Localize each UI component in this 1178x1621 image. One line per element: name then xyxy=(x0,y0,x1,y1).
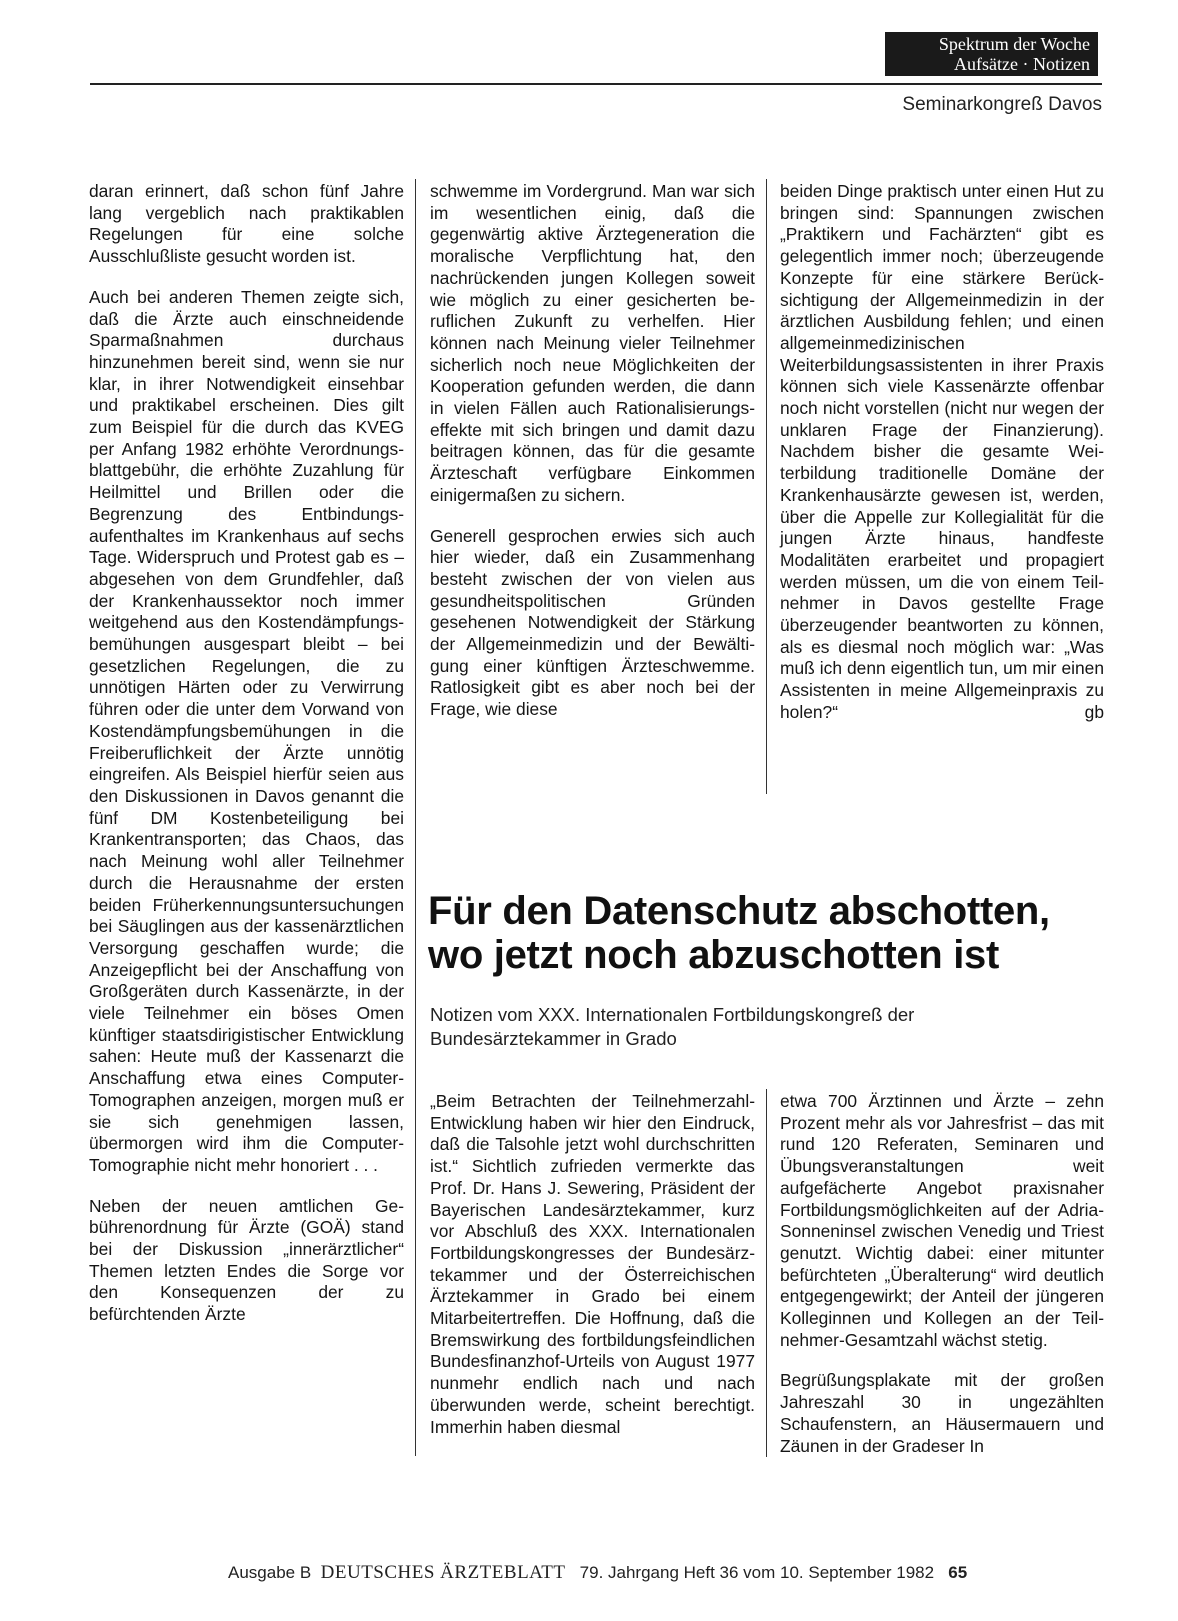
header-rule xyxy=(90,83,1102,85)
column-5 xyxy=(780,1091,1104,1457)
badge-line-2: Aufsätze · Notizen xyxy=(954,54,1090,74)
footer-edition: Ausgabe B xyxy=(228,1563,312,1582)
article-headline: Für den Datenschutz abschotten, wo jetzt noch abzuschotten ist xyxy=(428,889,1050,977)
paragraph: Neben der neuen amtlichen Gebührenordnung für Ärzte (GOÄ) stand bei der Diskussion „innerärztlicher“ Themen letzten Endes die Sorge vor den Konsequenzen der zu befürchtenden Ärzte xyxy=(89,1195,404,1325)
column-divider xyxy=(766,179,767,794)
paragraph: daran erinnert, daß schon fünf Jahre lang vergeblich nach praktikablen Regelungen für eine solche Ausschlußliste gesucht worden ist. xyxy=(89,181,404,267)
author-signature: gb xyxy=(1084,701,1104,722)
paragraph-text: beiden Dinge praktisch unter einen Hut zu bringen sind: Spannungen zwischen „Praktikern und Fachärzten“ gibt es gelegentlich immer noch; überzeugende Konzepte für eine stärkere Berücksichtigung der Allgemeinmedizin in der ärztlichen Ausbildung fehlen; und einen allgemeinmedizinischen Weiterbildungsassistenten in ihrer Praxis können sich viele Kassenärzte offenbar noch nicht vorstellen (nicht nur wegen der unklaren Frage der Finanzierung). Nachdem bisher die gesamte Weiterbildung traditionelle Domäne der Krankenhausärzte gewesen ist, werden, über die Appelle zur Kollegialität für die jungen Ärzte hinaus, handfeste Modalitäten erarbeitet und propagiert werden müssen, um die von einem Teilnehmer in Davos gestellte Frage überzeugender beantworten zu können, als es diesmal noch möglich war: „Was muß ich denn eigentlich tun, um mir einen Assistenten in meine Allgemeinpraxis zu holen?“ xyxy=(780,181,1104,722)
paragraph: Begrüßungsplakate mit der großen Jahreszahl 30 in ungezählten Schaufenstern, an Häusermauern und Zäunen in der Gradeser In xyxy=(780,1370,1104,1456)
paragraph xyxy=(780,181,1104,724)
paragraph: Generell gesprochen erwies sich auch hier wieder, daß ein Zusammenhang besteht zwischen der von vielen aus gesundheitspolitischen Gründen gesehenen Notwendigkeit der Stärkung der Allgemeinmedizin und der Bewältigung einer künftigen Ärzteschwemme. Ratlosigkeit gibt es aber noch bei der Frage, wie diese xyxy=(430,525,755,720)
footer-journal: DEUTSCHES ÄRZTEBLATT xyxy=(320,1562,566,1583)
section-label: Seminarkongreß Davos xyxy=(902,94,1102,115)
column-2 xyxy=(430,181,755,721)
column-3 xyxy=(780,181,1104,724)
paragraph: „Beim Betrachten der Teilnehmerzahl-Entwicklung haben wir hier den Eindruck, daß die Talsohle jetzt wohl durchschritten ist.“ Sichtlich zufrieden vermerkte das Prof. Dr. Hans J. Sewering, Präsident der Bayerischen Landesärztekammer, kurz vor Abschluß des XXX. Internationalen Fortbildungskongresses der Bundesärztekammer und der Österreichischen Ärztekammer in Grado bei einem Mitarbeitertreffen. Die Hoffnung, daß die Bremswirkung des fortbildungsfeindlichen Bundesfinanzhof-Urteils von August 1977 nunmehr endlich nach und nach überwunden werde, scheint berechtigt. Immerhin haben diesmal xyxy=(430,1091,755,1437)
paragraph: schwemme im Vordergrund. Man war sich im wesentlichen einig, daß die gegenwärtig aktive Ärztegeneration die moralische Verpflichtung hat, den nachrückenden jungen Kollegen soweit wie möglich zu einer gesicherten beruflichen Zukunft zu verhelfen. Hier können nach Meinung vieler Teilnehmer sicherlich noch neue Möglichkeiten der Kooperation gefunden werden, die dann in vielen Fällen auch Rationalisierungseffekte mit sich bringen und damit dazu beitragen können, das für die gesamte Ärzteschaft verfügbare Einkommen einigermaßen zu sichern. xyxy=(430,181,755,505)
page-number: 65 xyxy=(948,1563,968,1582)
paragraph: Auch bei anderen Themen zeigte sich, daß die Ärzte auch einschneidende Sparmaßnahmen durchaus hinzunehmen bereit sind, wenn sie nur klar, in ihrer Notwendigkeit einsehbar und praktikabel erscheinen. Dies gilt zum Beispiel für die durch das KVEG per Anfang 1982 erhöhte Verordnungsblattgebühr, die erhöhte Zuzahlung für Heilmittel und Brillen oder die Begrenzung des Entbindungsaufenthaltes im Krankenhaus auf sechs Tage. Widerspruch und Protest gab es – abgesehen von dem Grundfehler, daß der Krankenhaussektor noch immer weitgehend aus den Kostendämpfungsbemühungen ausgespart bleibt – bei gesetzlichen Regelungen, die zu unnötigen Härten oder zu Verwirrung führen oder die unter dem Vorwand von Kostendämpfungsbemühungen in die Freiberuflichkeit der Ärzte unnötig eingreifen. Als Beispiel hierfür seien aus den Diskussionen in Davos genannt die fünf DM Kostenbeteiligung bei Krankentransporten; das Chaos, das nach Meinung wohl aller Teilnehmer durch die Herausnahme der ersten beiden Früherkennungsuntersuchungen bei Säuglingen aus der kassenärztlichen Versorgung geschaffen wurde; die Anzeigepflicht bei der Anschaffung von Großgeräten durch Kassenärzte, in der viele Teilnehmer ein böses Omen künftiger staatsdirigistischer Entwicklung sahen: Heute muß der Kassenarzt die Anschaffung etwa eines Computer-Tomographen anzeigen, morgen muß er sie sich genehmigen lassen, übermorgen wird ihm die Computer-Tomographie nicht mehr honoriert . . . xyxy=(89,286,404,1175)
column-divider xyxy=(766,1089,767,1457)
paragraph: etwa 700 Ärztinnen und Ärzte – zehn Prozent mehr als vor Jahresfrist – das mit rund 120 Referaten, Seminaren und Übungsveranstaltungen weit aufgefächerte Angebot praxisnaher Fortbildungsmöglichkeiten auf der Adria-Sonneninsel zwischen Venedig und Triest genutzt. Wichtig dabei: einer mitunter befürchteten „Überalterung“ wird deutlich entgegengewirkt; der Anteil der jüngeren Kolleginnen und Kollegen an der Teilnehmer-Gesamtzahl wächst stetig. xyxy=(780,1091,1104,1350)
article-subhead: Notizen vom XXX. Internationalen Fortbildungskongreß der Bundesärztekammer in Grado xyxy=(430,1004,915,1049)
badge-line-1: Spektrum der Woche xyxy=(938,34,1090,54)
column-1 xyxy=(89,181,404,1326)
footer-issue: 79. Jahrgang Heft 36 vom 10. September 1982 xyxy=(579,1563,935,1582)
section-badge xyxy=(885,32,1098,76)
column-divider xyxy=(415,179,416,1456)
page-footer xyxy=(228,1562,1098,1584)
column-4 xyxy=(430,1091,755,1438)
